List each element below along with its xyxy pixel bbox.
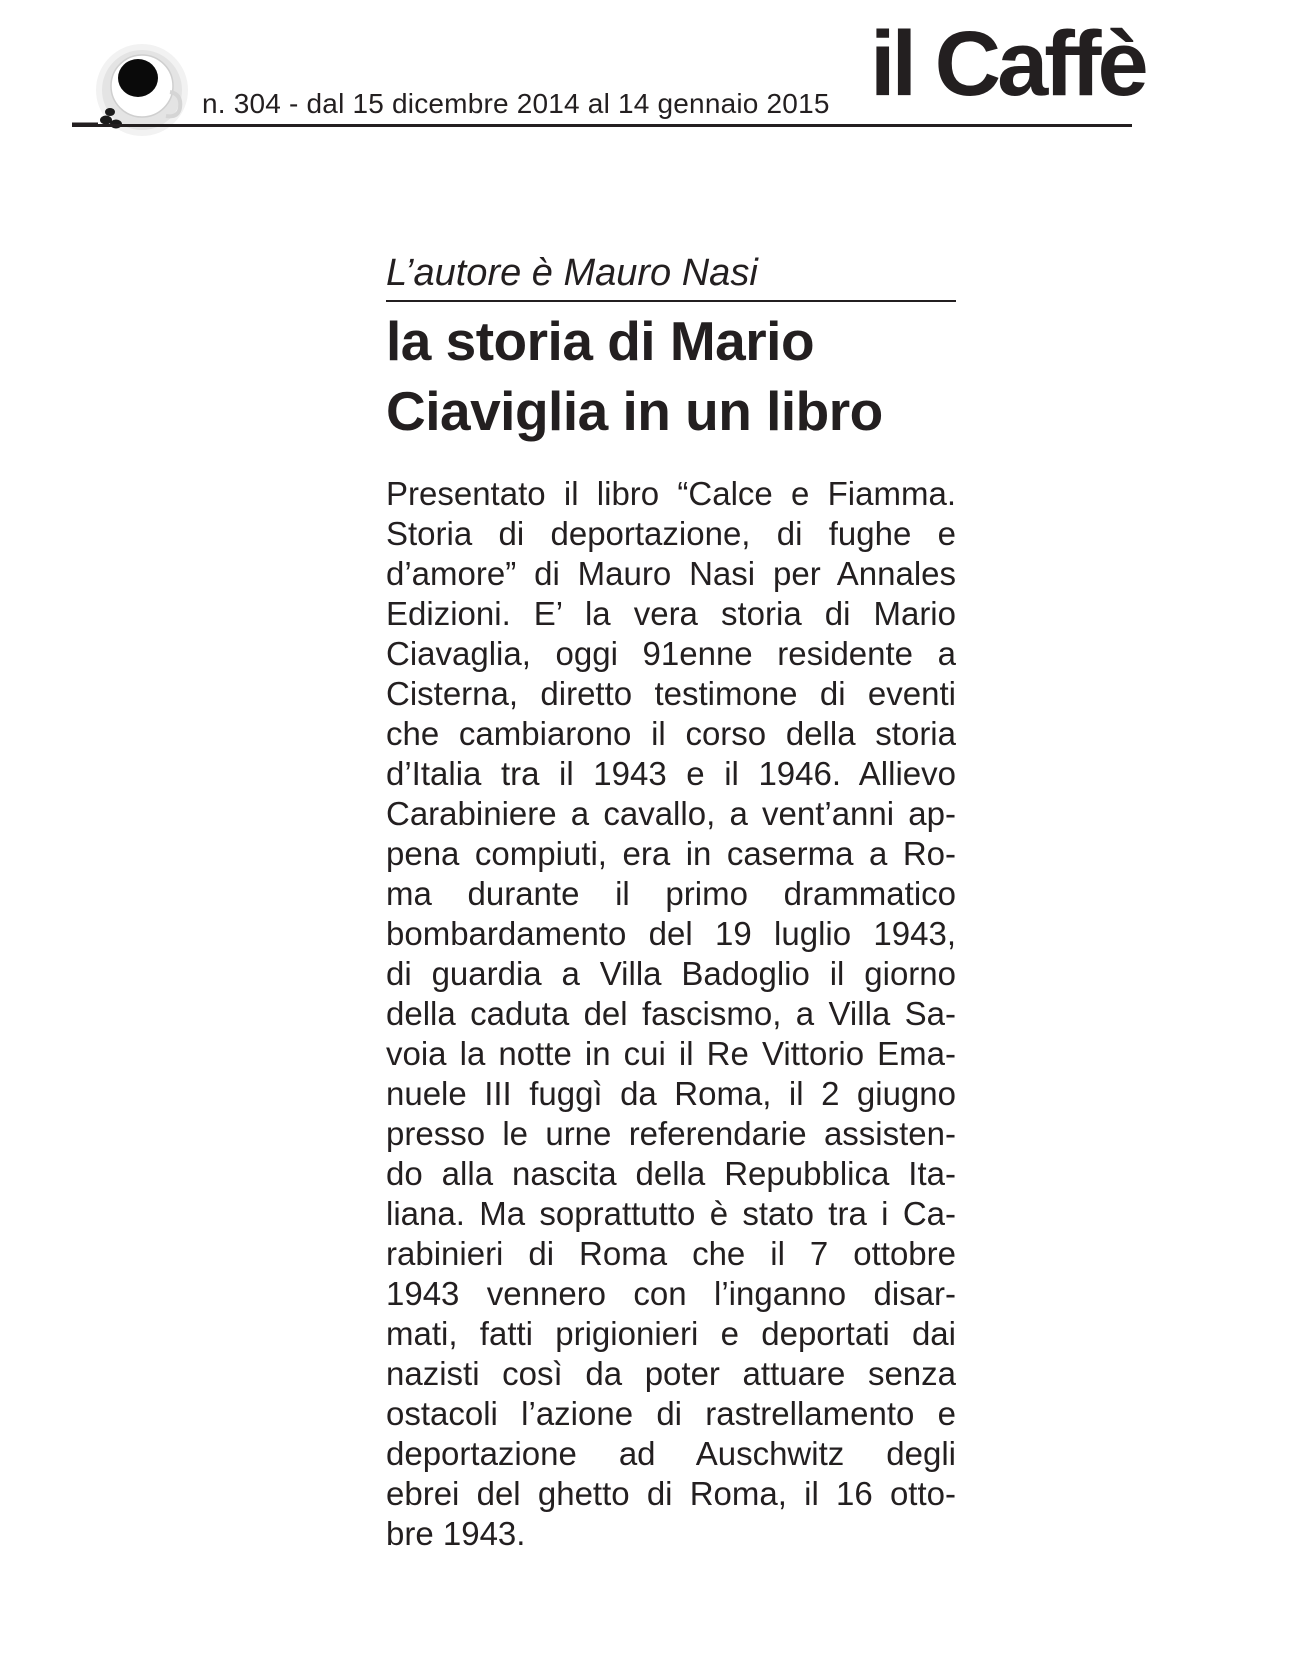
body-line: nuele III fuggì da Roma, il 2 giugno bbox=[386, 1075, 956, 1112]
body-line: Ciavaglia, oggi 91enne residente a bbox=[386, 635, 956, 672]
body-line: che cambiarono il corso della storia bbox=[386, 715, 956, 752]
coffee-cup-icon bbox=[72, 40, 192, 150]
body-line: della caduta del fascismo, a Villa Sa- bbox=[386, 995, 956, 1032]
body-line: mati, fatti prigionieri e deportati dai bbox=[386, 1315, 956, 1352]
body-line: Edizioni. E’ la vera storia di Mario bbox=[386, 595, 956, 632]
masthead-logo: il Caffè bbox=[870, 13, 1145, 115]
body-line: bombardamento del 19 luglio 1943, bbox=[386, 915, 956, 952]
headline-line: Ciaviglia in un libro bbox=[386, 380, 883, 442]
article-headline bbox=[386, 306, 956, 446]
body-line: nazisti così da poter attuare senza bbox=[386, 1355, 956, 1392]
headline-line: la storia di Mario bbox=[386, 310, 815, 372]
issue-date: n. 304 - dal 15 dicembre 2014 al 14 gennaio 2015 bbox=[202, 88, 830, 119]
body-line: Storia di deportazione, di fughe e bbox=[386, 515, 956, 552]
body-line: d’Italia tra il 1943 e il 1946. Allievo bbox=[386, 755, 956, 792]
article-body bbox=[386, 474, 956, 1554]
body-line: Carabiniere a cavallo, a vent’anni ap- bbox=[386, 795, 956, 832]
body-line: Presentato il libro “Calce e Fiamma. bbox=[386, 475, 956, 512]
body-line: liana. Ma soprattutto è stato tra i Ca- bbox=[386, 1195, 956, 1232]
header-rule bbox=[72, 124, 1132, 127]
body-line: ma durante il primo drammatico bbox=[386, 875, 956, 912]
body-line: bre 1943. bbox=[386, 1515, 526, 1552]
body-line: pena compiuti, era in caserma a Ro- bbox=[386, 835, 956, 872]
body-line: rabinieri di Roma che il 7 ottobre bbox=[386, 1235, 956, 1272]
article-kicker: L’autore è Mauro Nasi bbox=[386, 250, 956, 302]
body-line: deportazione ad Auschwitz degli bbox=[386, 1435, 956, 1472]
body-line: presso le urne referendarie assisten- bbox=[386, 1115, 956, 1152]
body-line: voia la notte in cui il Re Vittorio Ema- bbox=[386, 1035, 956, 1072]
body-line: ebrei del ghetto di Roma, il 16 otto- bbox=[386, 1475, 956, 1512]
body-line: ostacoli l’azione di rastrellamento e bbox=[386, 1395, 956, 1432]
article bbox=[386, 250, 956, 1554]
body-line: d’amore” di Mauro Nasi per Annales bbox=[386, 555, 956, 592]
body-line: do alla nascita della Repubblica Ita- bbox=[386, 1155, 956, 1192]
body-line: 1943 vennero con l’inganno disar- bbox=[386, 1275, 956, 1312]
body-line: di guardia a Villa Badoglio il giorno bbox=[386, 955, 956, 992]
body-line: Cisterna, diretto testimone di eventi bbox=[386, 675, 956, 712]
